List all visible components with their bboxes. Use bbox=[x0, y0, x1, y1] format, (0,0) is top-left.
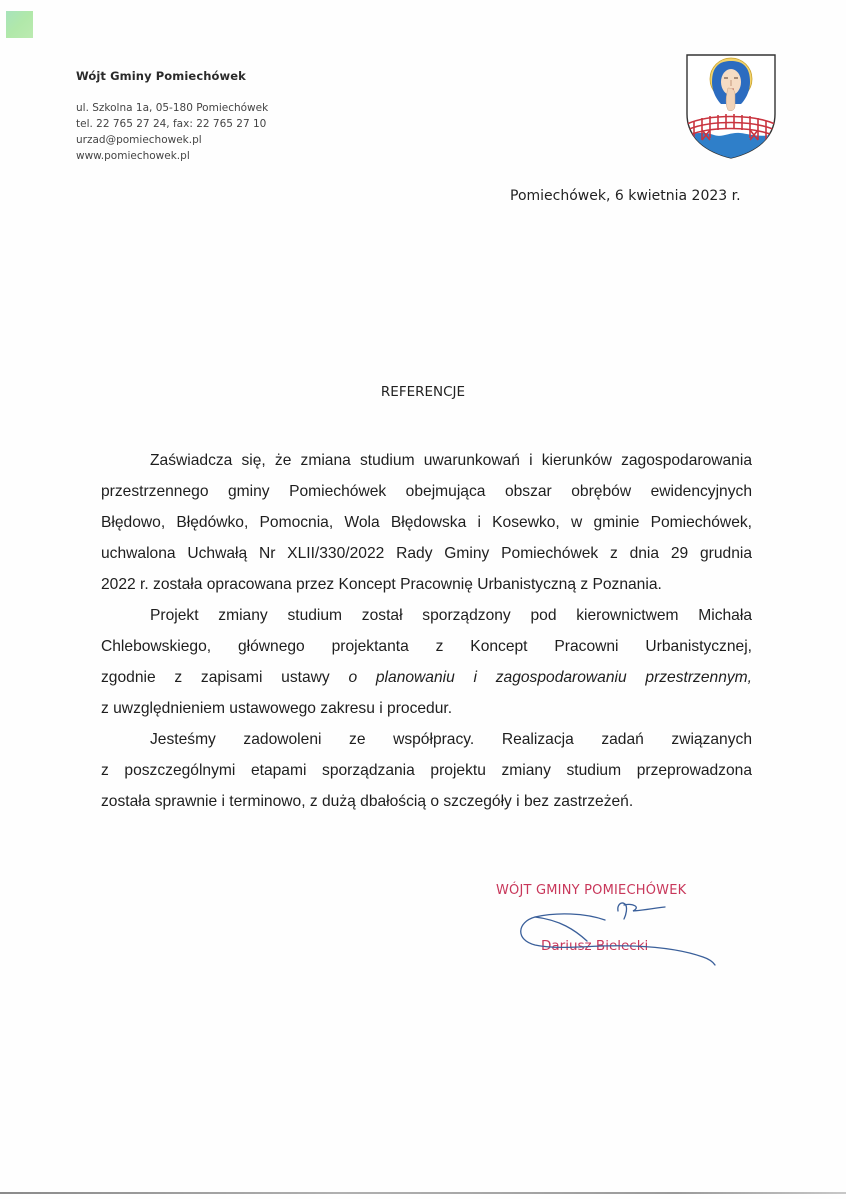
letterhead bbox=[76, 68, 336, 164]
document-title: REFERENCJE bbox=[380, 384, 466, 400]
paragraph-2-line-2: Chlebowskiego, głównego projektanta z Koncept Pracowni Urbanistycznej, bbox=[101, 638, 752, 655]
letter-body bbox=[101, 449, 752, 821]
sender-website: www.pomiechowek.pl bbox=[76, 150, 190, 162]
date-line: Pomiechówek, 6 kwietnia 2023 r. bbox=[510, 188, 741, 204]
page-bottom-edge bbox=[0, 1192, 846, 1194]
sender-address: ul. Szkolna 1a, 05-180 Pomiechówek bbox=[76, 102, 269, 114]
coat-of-arms-icon bbox=[684, 52, 778, 160]
hand-shape bbox=[726, 88, 735, 111]
stamp-title: WÓJT GMINY POMIECHÓWEK bbox=[496, 883, 687, 898]
paragraph-2-line-4: z uwzględnieniem ustawowego zakresu i procedur. bbox=[101, 700, 453, 717]
paragraph-1-line-4: uchwalona Uchwałą Nr XLII/330/2022 Rady Gminy Pomiechówek z dnia 29 grudnia bbox=[101, 545, 752, 562]
sender-phone-fax: tel. 22 765 27 24, fax: 22 765 27 10 bbox=[76, 118, 267, 130]
paragraph-3-line-1: Jesteśmy zadowoleni ze współpracy. Realizacja zadań związanych bbox=[150, 731, 752, 748]
paragraph-1-line-3: Błędowo, Błędówko, Pomocnia, Wola Błędowska i Kosewko, w gminie Pomiechówek, bbox=[101, 514, 752, 531]
paragraph-1-line-5: 2022 r. została opracowana przez Koncept Pracownię Urbanistyczną z Poznania. bbox=[101, 576, 662, 593]
law-reference-prefix: zgodnie z zapisami ustawy bbox=[101, 669, 330, 686]
sender-email: urzad@pomiechowek.pl bbox=[76, 134, 202, 146]
paragraph-2-line-3 bbox=[101, 666, 752, 697]
paragraph-3-line-3: została sprawnie i terminowo, z dużą dbałością o szczegóły i bez zastrzeżeń. bbox=[101, 793, 634, 810]
stamp-name: Dariusz Bielecki bbox=[541, 938, 649, 954]
paragraph-3-line-2: z poszczególnymi etapami sporządzania projektu zmiany studium przeprowadzona bbox=[101, 762, 752, 779]
sender-name: Wójt Gminy Pomiechówek bbox=[76, 69, 246, 83]
scan-color-marker bbox=[6, 11, 33, 38]
paragraph-1-line-1: Zaświadcza się, że zmiana studium uwarunkowań i kierunków zagospodarowania bbox=[150, 452, 752, 469]
law-title-italic: o planowaniu i zagospodarowaniu przestrzennym, bbox=[348, 669, 752, 686]
paragraph-1-line-2: przestrzennego gminy Pomiechówek obejmująca obszar obrębów ewidencyjnych bbox=[101, 483, 752, 500]
paragraph-2-line-1: Projekt zmiany studium został sporządzony pod kierownictwem Michała bbox=[150, 607, 752, 624]
water-shape bbox=[684, 133, 778, 160]
handwritten-signature-icon bbox=[505, 895, 725, 970]
